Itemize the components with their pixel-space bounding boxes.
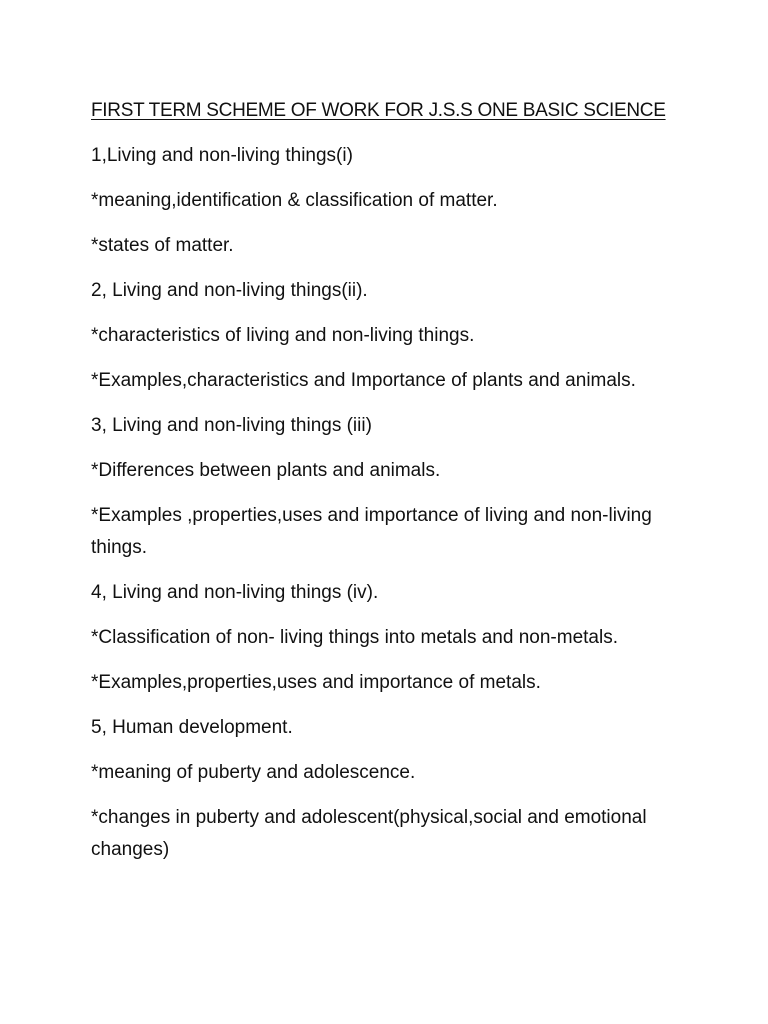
paragraph-topic-4: 4, Living and non-living things (iv). xyxy=(91,582,379,603)
paragraph: *changes in puberty and adolescent(physical,social and emotional changes) xyxy=(91,807,647,860)
paragraph: *meaning of puberty and adolescence. xyxy=(91,762,416,783)
document-body xyxy=(91,95,681,879)
paragraph: *Classification of non- living things into metals and non-metals. xyxy=(91,627,618,648)
document-title: FIRST TERM SCHEME OF WORK FOR J.S.S ONE BASIC SCIENCE xyxy=(91,100,666,121)
paragraph: *meaning,identification & classification of matter. xyxy=(91,190,498,211)
paragraph-topic-1: 1,Living and non-living things(i) xyxy=(91,145,353,166)
paragraph: *states of matter. xyxy=(91,235,234,256)
paragraph: *characteristics of living and non-living things. xyxy=(91,325,475,346)
paragraph-topic-3: 3, Living and non-living things (iii) xyxy=(91,415,372,436)
paragraph-topic-5: 5, Human development. xyxy=(91,717,293,738)
paragraph-topic-2: 2, Living and non-living things(ii). xyxy=(91,280,368,301)
paragraph: *Examples,properties,uses and importance of metals. xyxy=(91,672,541,693)
paragraph: *Examples,characteristics and Importance of plants and animals. xyxy=(91,370,636,391)
paragraph: *Examples ,properties,uses and importance of living and non-living things. xyxy=(91,505,652,558)
paragraph: *Differences between plants and animals. xyxy=(91,460,441,481)
